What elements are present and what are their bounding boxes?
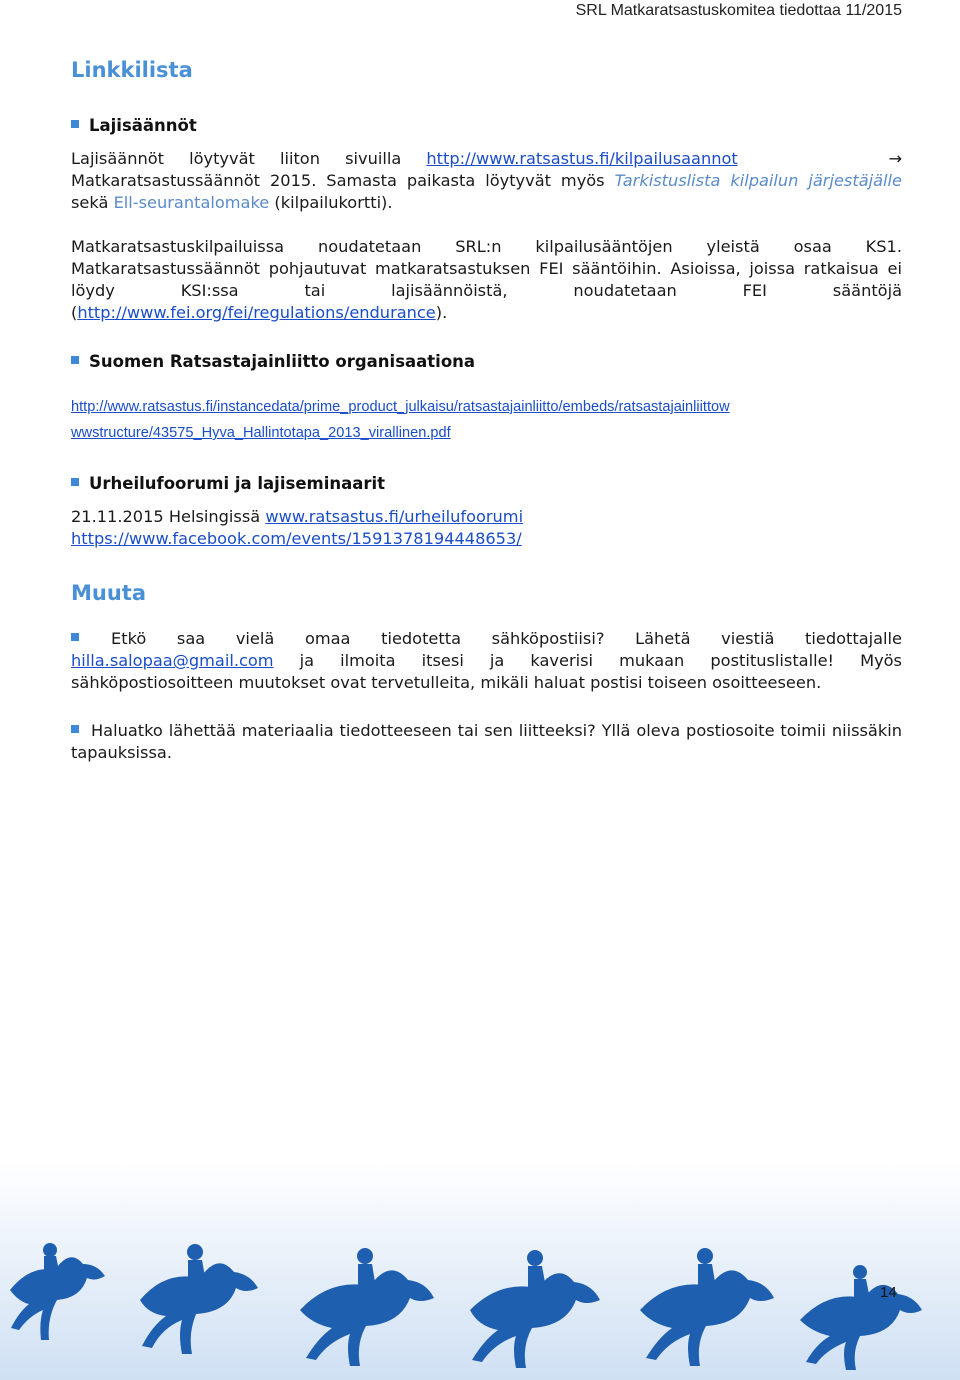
link-block-hallintotapa — [71, 394, 902, 446]
rider-head-4 — [527, 1250, 543, 1266]
subheading-urheilufoorumi: Urheilufoorumi ja lajiseminaarit — [71, 474, 385, 493]
bullet-square-icon — [71, 478, 79, 486]
link-hallintotapa-line2[interactable]: wwstructure/43575_Hyva_Hallintotapa_2013_virallinen.pdf — [71, 425, 451, 441]
link-urheilufoorumi[interactable]: www.ratsastus.fi/urheilufoorumi — [265, 507, 524, 526]
link-facebook-event[interactable]: https://www.facebook.com/events/1591378194448653/ — [71, 529, 522, 548]
link-hallintotapa-line1[interactable]: http://www.ratsastus.fi/instancedata/prime_product_julkaisu/ratsastajainliitto/embeds/ratsastajainliittow — [71, 399, 730, 415]
link-fei-endurance[interactable]: http://www.fei.org/fei/regulations/endurance — [77, 303, 436, 322]
section-title-linkkilista: Linkkilista — [71, 58, 193, 82]
paragraph-ks1: Matkaratsastuskilpailuissa noudatetaan SRL:n kilpailusääntöjen yleistä osaa KS1. Matkaratsastussäännöt pohjautuvat matkaratsastuksen FEI sääntöihin. Asioissa, joissa ratkaisua ei löydy KSI:ssa tai lajisäännöistä, noudatetaan FEI sääntöjä (http://www.fei.org/fei/regulations/endurance). — [71, 237, 902, 322]
page-header: SRL Matkaratsastuskomitea tiedottaa 11/2015 — [575, 2, 902, 19]
bullet-square-icon — [71, 725, 79, 733]
paragraph-materiaali: Haluatko lähettää materiaalia tiedotteeseen tai sen liitteeksi? Yllä oleva postiosoite toimii niissäkin tapauksissa. — [71, 721, 902, 762]
rider-head-1 — [43, 1243, 57, 1257]
paragraph-lajisaannot-line1: Lajisäännöt löytyvät liiton sivuilla http://www.ratsastus.fi/kilpailusaannot → — [71, 149, 902, 168]
horse-riders-footer-illustration — [0, 1160, 960, 1380]
subheading-lajisaannot: Lajisäännöt — [71, 116, 197, 135]
paragraph-lajisaannot-rest: Matkaratsastussäännöt 2015. Samasta paikasta löytyvät myös Tarkistuslista kilpailun järjestäjälle sekä Ell-seurantalomake (kilpailukortti). — [71, 171, 902, 212]
page-number: 14 — [880, 1284, 897, 1301]
rider-head-5 — [697, 1248, 713, 1264]
rider-head-2 — [187, 1244, 203, 1260]
bullet-square-icon — [71, 356, 79, 364]
bullet-square-icon — [71, 120, 79, 128]
link-email-tiedottaja[interactable]: hilla.salopaa@gmail.com — [71, 651, 274, 670]
arrow-right-icon: → — [888, 149, 902, 168]
footer-background — [0, 1160, 960, 1380]
section-title-muuta: Muuta — [71, 581, 147, 605]
rider-head-6 — [853, 1265, 867, 1279]
paragraph-tiedote: Etkö saa vielä omaa tiedotetta sähköpostiisi? Lähetä viestiä tiedottajalle hilla.salopaa@gmail.com ja ilmoita itsesi ja kaverisi mukaan postituslistalle! Myös sähköpostiosoitteen muutokset ovat tervetulleita, mikäli haluat postisi toiseen osoitteeseen. — [71, 629, 902, 692]
rider-head-3 — [357, 1248, 373, 1264]
urheilufoorumi-links: 21.11.2015 Helsingissä www.ratsastus.fi/urheilufoorumi https://www.facebook.com/events/1591378194448653/ — [71, 507, 524, 548]
bullet-square-icon — [71, 633, 79, 641]
tarkistuslista-text: Tarkistuslista kilpailun järjestäjälle — [614, 171, 902, 190]
link-kilpailusaannot[interactable]: http://www.ratsastus.fi/kilpailusaannot — [426, 149, 738, 168]
subheading-organisaatio: Suomen Ratsastajainliitto organisaationa — [71, 352, 475, 371]
ell-seurantalomake-text: Ell-seurantalomake — [113, 193, 270, 212]
